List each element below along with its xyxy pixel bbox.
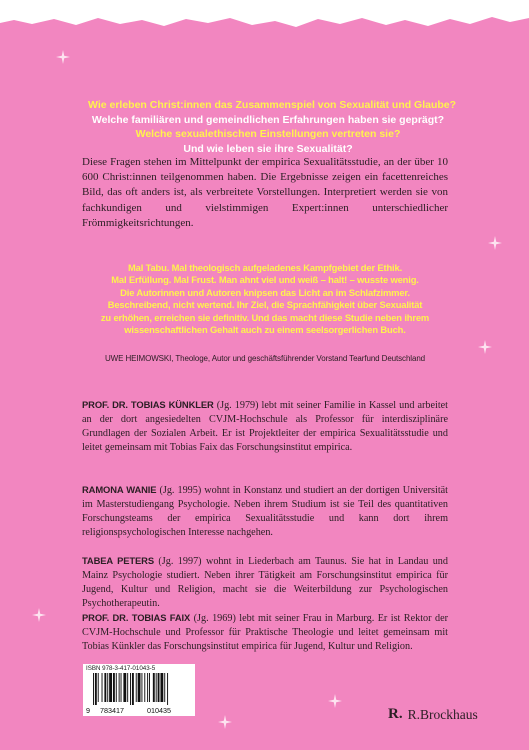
sparkle-icon <box>488 236 502 250</box>
author-bio-kuenkler <box>82 398 448 455</box>
barcode-bar <box>164 673 165 702</box>
barcode-bar <box>144 673 145 702</box>
barcode-bar <box>102 673 103 702</box>
torn-paper-edge <box>0 0 529 36</box>
barcode-bar <box>93 673 94 705</box>
quote-author: UWE HEIMOWSKI, Theologe, Autor und geschäftsführender Vorstand Tearfund Deutschland <box>104 354 426 363</box>
author-bio-text: (Jg. 1995) wohnt in Konstanz und studiert an der dortigen Universität im Masterstudiengang Psychologie. Neben ihrem Studium ist sie Teil des quantitativen Forschungsteams der empirica Sexualitätsstudie und kann dort ihrem religionspsychologischen Interesse nachgehen. <box>82 485 448 539</box>
quote-line: Beschreibend, nicht wertend. Ihr Ziel, die Sprachfähigkeit über Sexualität <box>107 299 423 311</box>
sparkle-icon <box>32 608 46 622</box>
barcode-bar <box>136 673 137 702</box>
quote-line: zu erhöhen, erreichen sie definitiv. Und das macht diese Studie neben ihrem <box>100 311 430 323</box>
isbn-barcode <box>83 664 195 716</box>
author-bio-text: (Jg. 1979) lebt mit seiner Familie in Kassel und arbeitet an der dort angesiedelten CVJM-Hochschule als Professor für interdisziplinäre Grundlagen der Sozialen Arbeit. Er ist Projektleiter der empirica Sexualitätsstudie und leitet gemeinsam mit Tobias Faix das Forschungsinstitut empirica. <box>82 400 448 454</box>
barcode-bar <box>113 673 115 702</box>
barcode-bar <box>153 673 155 702</box>
quote-line: Die Autorinnen und Autoren knipsen das Licht an im Schlafzimmer. <box>120 286 410 298</box>
barcode-bar <box>141 673 142 702</box>
testimonial-quote <box>82 262 448 336</box>
sparkle-icon <box>218 715 232 729</box>
question-block <box>88 98 457 156</box>
barcode-bars <box>93 673 193 705</box>
author-bio-text: (Jg. 1969) lebt mit seiner Frau in Marburg. Er ist Rektor der CVJM-Hochschule und Professor für Praktische Theologie und leitet gemeinsam mit Tobias Künkler das Forschungsinstitut empirica für Jugend, Kultur und Religion. <box>82 613 448 653</box>
barcode-bar <box>104 673 106 702</box>
author-name: RAMONA WANIE <box>82 484 157 495</box>
author-bio-wanie <box>82 483 448 540</box>
author-name: PROF. DR. TOBIAS KÜNKLER <box>82 399 214 410</box>
sparkle-icon <box>478 340 492 354</box>
barcode-digit-group: 010435 <box>147 706 171 715</box>
barcode-bar <box>149 673 150 702</box>
sparkle-icon <box>56 50 70 64</box>
question-line: Und wie leben sie ihre Sexualität? <box>183 142 353 155</box>
barcode-bar <box>127 673 128 702</box>
sparkle-icon <box>328 694 342 708</box>
intro-paragraph: Diese Fragen stehen im Mittelpunkt der empirica Sexualitätsstudie, an der über 10 600 Christ:innen teilgenommen haben. Die Ergebnisse zeigen ein facettenreiches Bild, das oft anders ist, als verbreitete Vorstellungen. Interpretiert werden sie von fachkundigen und vielstimmigen Expert:innen unterschiedlicher Frömmigkeitsrichtungen. <box>82 156 448 229</box>
quote-line: Mal Tabu. Mal theologisch aufgeladenes Kampfgebiet der Ethik. <box>127 262 403 273</box>
barcode-bar <box>132 673 134 705</box>
barcode-bar <box>156 673 157 702</box>
quote-line: wissenschaftlichen Gehalt auch zu einem seelsorgerlichen Buch. <box>124 324 406 336</box>
barcode-bar <box>107 673 108 702</box>
barcode-bar <box>147 673 148 702</box>
publisher-mark: R. <box>388 706 403 722</box>
quote-line: Mal Erfüllung. Mal Frust. Man ahnt viel und weiß – halt! – wusste wenig. <box>111 274 419 286</box>
barcode-bar <box>116 673 117 702</box>
barcode-bar <box>123 673 126 702</box>
author-name: PROF. DR. TOBIAS FAIX <box>82 612 191 623</box>
barcode-digit-group: 783417 <box>100 706 124 715</box>
author-bio-peters <box>82 554 448 611</box>
isbn-label: ISBN 978-3-417-01043-5 <box>86 665 156 672</box>
barcode-bar <box>160 673 163 702</box>
barcode-bar <box>121 673 122 702</box>
barcode-bar <box>158 673 160 702</box>
barcode-bar <box>109 673 112 702</box>
barcode-digit: 9 <box>86 706 90 715</box>
barcode-bar <box>119 673 120 702</box>
author-bio-text: (Jg. 1997) wohnt in Liederbach am Taunus. Sie hat in Landau und Mainz Psychologie studiert. Neben ihrer Tätigkeit am Forschungsinstitut empirica für Jugend, Kultur und Religion, macht sie die Weiterbildung zur Psychologischen Psychotherapeutin. <box>82 556 448 610</box>
barcode-bar <box>98 673 99 702</box>
barcode-bar <box>95 673 97 705</box>
publisher-logo <box>388 706 478 723</box>
question-line: Welche sexualethischen Einstellungen vertreten sie? <box>135 128 401 140</box>
publisher-name: R.Brockhaus <box>407 706 478 722</box>
author-name: TABEA PETERS <box>82 555 155 566</box>
barcode-bar <box>138 673 141 702</box>
author-bio-faix <box>82 611 448 654</box>
barcode-bar <box>167 673 168 705</box>
question-line: Welche familiären und gemeindlichen Erfahrungen haben sie geprägt? <box>91 113 445 126</box>
barcode-bar <box>130 673 131 705</box>
question-line: Wie erleben Christ:innen das Zusammenspiel von Sexualität und Glaube? <box>88 99 457 111</box>
